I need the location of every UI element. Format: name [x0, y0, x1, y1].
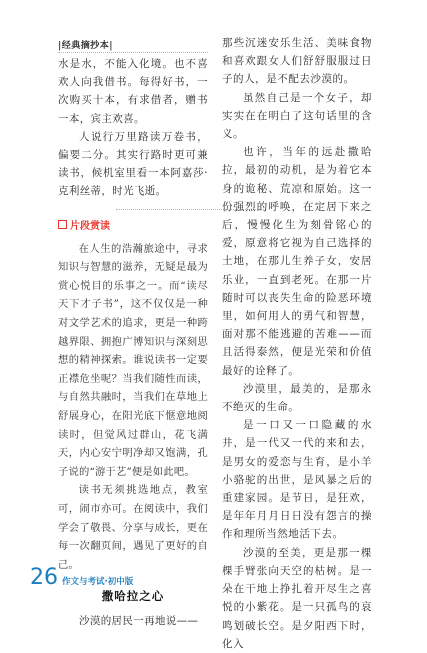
square-icon: [58, 220, 67, 229]
article-paragraph: 虽然自己是一个女子，却实实在在明白了这句话里的含义。: [222, 91, 372, 141]
article-paragraph: 是一口又一口隐藏的水井，是一代又一代的来和去，是男女的爱恋与生育，是小羊小骆驼的出世，是风暴之后的重建家园。是节日，是狂欢，是年年月月日日没有怨言的操作和理所当然地活下去。: [222, 419, 372, 541]
excerpt-paragraph: 人说行万里路读万卷书，偏要二分。其实行路时更可兼读书，候机室里看一本阿嘉莎·克利丝蒂，时光飞逝。: [58, 130, 208, 198]
page-footer: [30, 567, 133, 589]
page-number: 26: [30, 565, 58, 590]
column-tag: |经典摘抄本|: [58, 41, 114, 51]
article-title: 撒哈拉之心: [101, 589, 165, 604]
appreciation-paragraph: 读书无须挑选地点，教室可，闹市亦可。在阅读中，我们学会了敬畏、分享与成长，更在每一次翻页间，遇见了更好的自己。: [58, 484, 208, 571]
article-intro: 沙漠的居民一再地说——: [79, 615, 199, 628]
right-column: [222, 34, 372, 653]
excerpt-paragraph: 水是水，不能入化境。也不喜欢人向我借书。每得好书，一次购买十本，有求借者，赠书一本，宾主欢喜。: [58, 58, 208, 125]
appreciation-paragraph: 在人生的浩瀚旅途中，寻求知识与智慧的滋养，无疑是最为赏心悦目的乐事之一。而“读尽天下才子书”，这不仅仅是一种对文学艺术的追求，更是一种跨越界限、拥抱广博知识与深刻思想的精神探索。谁说读书一定要正襟危坐呢？当我们随性而读，与自然共融时，当我们在草地上舒展身心，在阳光底下惬意地阅读时，但觉风过群山，花飞满天，内心安宁明净却又饱满，孔子说的“游于艺”便是如此吧。: [58, 242, 208, 478]
magazine-name: 作文与考试·初中版: [62, 577, 134, 587]
left-column: [58, 55, 208, 631]
article-paragraph: 也许，当年的远赴撒哈拉，最初的动机，是为着它本身的诡秘、荒凉和原始。这一份强烈的呼唤，在定居下来之后，慢慢化生为刻骨铭心的爱，原意将它视为自己选择的土地，在那儿生养子女，安居乐业，一直到老死。在那一片随时可以丧失生命的险恶环境里，如何用人的勇气和智慧，面对那不能逃避的苦难——而且活得泰然，便是光荣和价值最好的诠释了。: [222, 146, 372, 377]
header-divider: [58, 52, 208, 53]
article-paragraph: 沙漠的至美，更是那一棵棵手臂张向天空的枯树。是一朵在干地上挣扎着开尽生之喜悦的小紫花。是一只孤鸟的哀鸣划破长空。是夕阳西下时，化入: [222, 546, 372, 650]
appreciation-label-text: 片段赏读: [70, 220, 110, 232]
article-paragraph: 那些沉迷安乐生活、美味食物和喜欢跟女人们舒舒服服过日子的人，是不配去沙漠的。: [222, 37, 372, 86]
appreciation-section-label: [58, 217, 208, 232]
article-paragraph: 沙漠里，最美的，是那永不绝灭的生命。: [222, 382, 372, 414]
